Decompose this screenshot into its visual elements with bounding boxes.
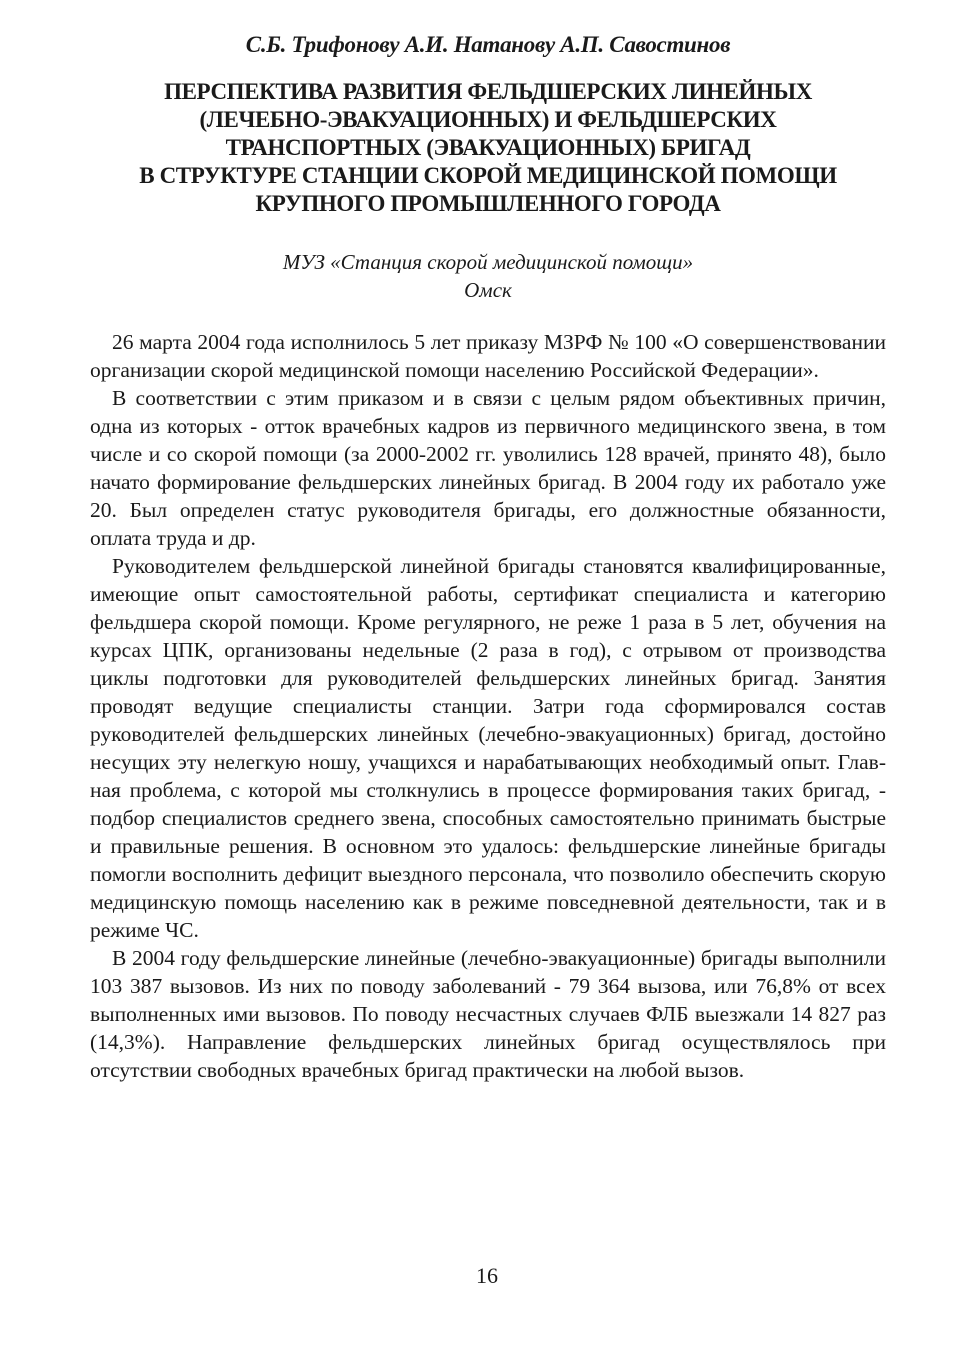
authors-line: С.Б. Трифонову А.И. Натанову А.П. Савостинов [245,32,731,57]
title-line: В СТРУКТУРЕ СТАНЦИИ СКОРОЙ МЕДИЦИНСКОЙ ПОМОЩИ [139,163,837,188]
body-paragraph: В соответствии с этим приказом и в связи с целым рядом объективных причин, одна из которых - отток врачебных кадров из первичного медицинского звена, в том числе и со скорой помощи (за 2000-2002 гг. уволились 128 врачей, принято 48), было начато формирование фельдшерских линейных бригад. В 2004 году их работало уже 20. Был определен статус руководителя бригады, его должностные обязанности, оплата труда и др. [90,386,886,550]
title-line: ТРАНСПОРТНЫХ (ЭВАКУАЦИОННЫХ) БРИГАД [225,135,751,160]
institution-name: МУЗ «Станция скорой медицинской помощи» [282,250,694,274]
affiliation [90,248,886,304]
body-paragraph: В 2004 году фельдшерские линейные (лечебно-эвакуационные) бригады выполнили 103 387 вызовов. Из них по поводу заболеваний - 79 364 вызова, или 76,8% от всех выполненных ими вызовов. По поводу несчастных случаев ФЛБ выезжали 14 827 раз (14,3%). Направление фельдшерских линейных бригад осуществлялось при отсутствии свободных врачебных бригад практически на любой вызов. [90,946,886,1082]
page-number: 16 [476,1263,498,1288]
city-name: Омск [464,278,512,302]
title-line: КРУПНОГО ПРОМЫШЛЕННОГО ГОРОДА [255,191,721,216]
article-body [90,328,886,1084]
article-title [90,78,886,218]
body-paragraph: 26 марта 2004 года исполнилось 5 лет приказу МЗРФ № 100 «О совершенствовании организации скорой медицинской помощи населению Российской Федерации». [90,330,886,382]
body-paragraph: Руководителем фельдшерской линейной бригады становятся квалифицированные, имеющие опыт самостоятельной работы, сертификат специалиста и категорию фельдшера скорой помощи. Кроме регулярного, не реже 1 раза в 5 лет, обучения на курсах ЦПК, организованы недельные (2 раза в год), с отрывом от производства циклы подготовки для руководителей фельдшерских линейных бригад. Занятия проводят ведущие специалисты станции. Затри года сформировался состав руководителей фельдшерских линейных (лечебно-эвакуационных) бригад, достойно несущих эту нелегкую ношу, учащихся и нарабатывающих необходимый опыт. Главная проблема, с которой мы столкнулись в процессе формирования таких бригад, - подбор специалистов среднего звена, способных самостоятельно принимать быстрые и правильные решения. В основном это удалось: фельдшерские линейные бригады помогли восполнить дефицит выездного персонала, что позволило обеспечить скорую медицинскую помощь населению как в режиме повседневной деятельности, так и в режиме ЧС. [90,554,886,942]
title-line: (ЛЕЧЕБНО-ЭВАКУАЦИОННЫХ) И ФЕЛЬДШЕРСКИХ [199,107,777,132]
title-line: ПЕРСПЕКТИВА РАЗВИТИЯ ФЕЛЬДШЕРСКИХ ЛИНЕЙНЫХ [164,79,812,104]
